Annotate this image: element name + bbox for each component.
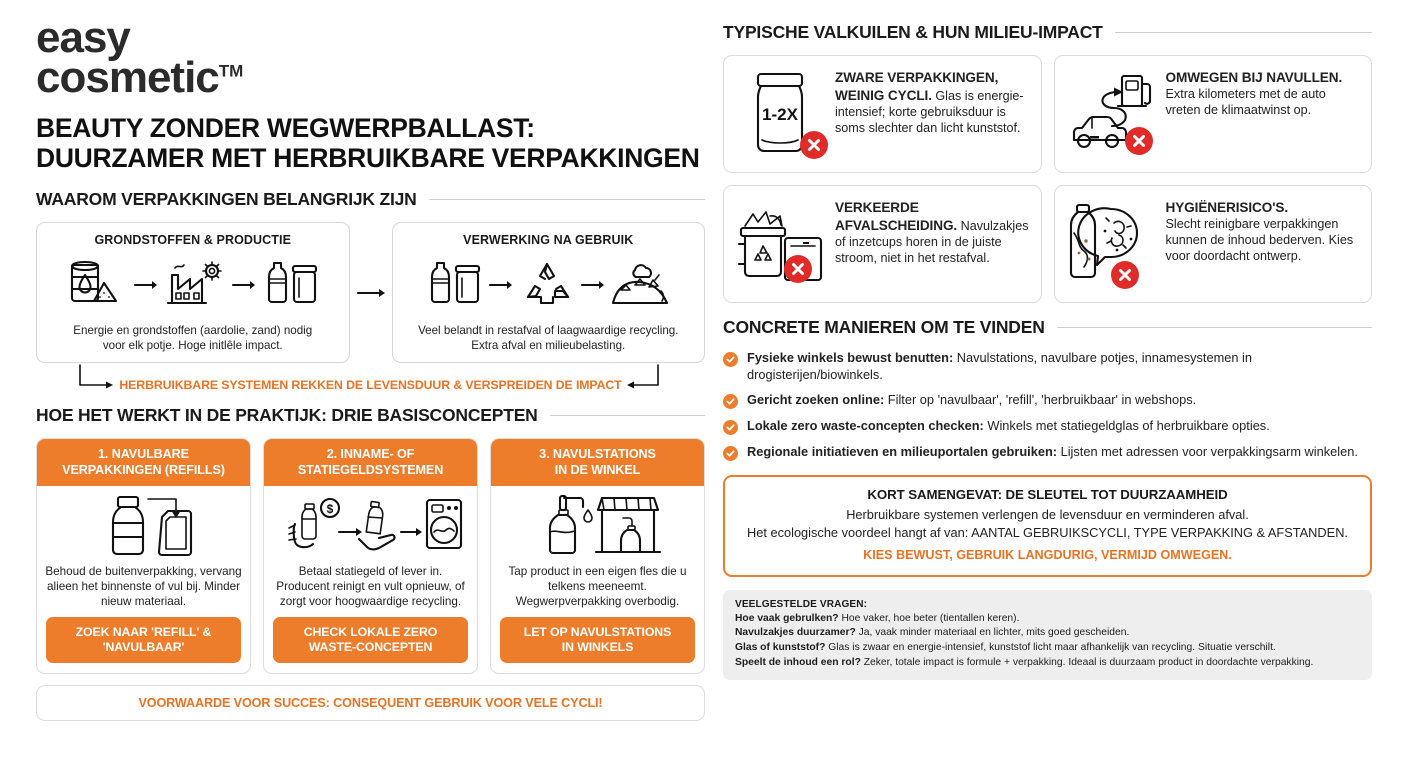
brand-logo xyxy=(36,13,705,103)
page-title-line1: BEAUTY ZONDER WEGWERPBALLAST: xyxy=(36,112,535,143)
lifecycle-bracket-note: HERBRUIKBARE SYSTEMEN REKKEN DE LEVENSDUUR & VERSPREIDEN DE IMPACT xyxy=(119,378,622,393)
list-item-text: Fysieke winkels bewust benutten: Navulstations, navulbare potjes, innamesystemen in drogisterijen/biowinkels. xyxy=(747,350,1252,382)
summary-title: KORT SAMENGEVAT: DE SLEUTEL TOT DUURZAAMHEID xyxy=(867,487,1228,503)
glass-jar-icon xyxy=(734,67,826,161)
concept-card-body: Betaal statiegeld of lever in. Producent reinigt en vult opnieuw, of zorgt voor hoogwaardige recycling. xyxy=(276,564,465,609)
summary-accent: KIES BEWUST, GEBRUIK LANGDURIG, VERMIJD OMWEGEN. xyxy=(863,547,1232,562)
section-heading-find-label: CONCRETE MANIEREN OM TE VINDEN xyxy=(723,317,1045,337)
pitfall-card-hygiene xyxy=(1054,185,1373,303)
faq-item: Speelt de inhoud een rol? Zeker, totale impact is formule + verpakking. Ideaal is duurzaam product in doordachte verpakking. xyxy=(735,656,1314,668)
concept-card-cta[interactable]: ZOEK NAAR 'REFILL' & 'NAVULBAAR' xyxy=(46,617,241,663)
divider-rule xyxy=(1057,327,1372,328)
lifecycle-box-disposal xyxy=(392,222,706,363)
concept-card-cta[interactable]: LET OP NAVULSTATIONS IN WINKELS xyxy=(500,617,695,663)
page-title-line2: DUURZAMER MET HERBRUIKBARE VERPAKKINGEN xyxy=(36,143,700,174)
section-heading-find xyxy=(723,317,1372,338)
arrow-right-icon xyxy=(356,286,386,300)
pitfall-body: Navulzakjes of inzetcups horen in de juiste stroom, niet in het restafval. xyxy=(835,218,1029,265)
pitfall-text xyxy=(1166,197,1360,291)
pitfall-card-heavy-packaging xyxy=(723,55,1042,173)
brand-logo-line1: easy xyxy=(36,13,130,62)
arrow-right-icon xyxy=(489,278,513,292)
concept-card-deposit[interactable] xyxy=(263,438,478,674)
pitfall-title: OMWEGEN BIJ NAVULLEN. xyxy=(1165,70,1343,85)
list-item-text: Gericht zoeken online: Filter op 'navulbaar', 'refill', 'herbruikbaar' in webshops. xyxy=(747,392,1197,408)
faq-item: Navulzakjes duurzamer? Ja, vaak minder materiaal en lichter, mits goed gescheiden. xyxy=(735,627,1130,639)
divider-rule xyxy=(550,415,705,416)
concept-card-body: Tap product in een eigen fles die u telkens meeneemt. Wegwerpverpakking overbodig. xyxy=(508,564,687,609)
arrow-right-icon xyxy=(232,278,256,292)
brand-logo-line2: cosmetic™ xyxy=(36,53,244,103)
section-heading-pitfalls xyxy=(723,22,1372,43)
section-heading-why xyxy=(36,189,705,210)
lifecycle-production-title: GRONDSTOFFEN & PRODUCTIE xyxy=(94,233,292,248)
condition-banner: VOORWAARDE VOOR SUCCES: CONSEQUENT GEBRUIK VOOR VELE CYCLI! xyxy=(36,685,705,721)
list-item-text: Regionale initiatieven en milieuportalen gebruiken: Lijsten met adressen voor verpakkingsarm winkelen. xyxy=(747,444,1358,460)
pitfall-card-waste-sorting xyxy=(723,185,1042,303)
x-error-icon xyxy=(784,255,812,283)
section-heading-why-label: WAAROM VERPAKKINGEN BELANGRIJK ZIJN xyxy=(36,189,417,210)
check-circle-icon xyxy=(723,446,738,461)
faq-heading: VEELGESTELDE VRAGEN: xyxy=(735,598,868,610)
concept-card-refills[interactable] xyxy=(36,438,251,674)
list-item xyxy=(723,392,1372,409)
list-item-text: Lokale zero waste-concepten checken: Winkels met statiegeldglas of herbruikbare opties. xyxy=(747,418,1270,434)
right-column xyxy=(705,0,1408,768)
x-error-icon xyxy=(800,131,828,159)
lifecycle-disposal-caption: Veel belandt in restafval of laagwaardige recycling. Extra afval en milieubelasting. xyxy=(418,324,679,353)
concept-card-refill-station[interactable] xyxy=(490,438,705,674)
section-heading-how-label: HOE HET WERKT IN DE PRAKTIJK: DRIE BASISCONCEPTEN xyxy=(36,405,538,426)
faq-item: Glas of kunststof? Glas is zwaar en energie-intensief, kunststof licht maar afhankelijk van recycling. Situatie verschilt. xyxy=(735,642,1276,653)
car-fuelpump-detour-icon xyxy=(1065,67,1157,161)
summary-line2: Het ecologische voordeel hangt af van: AANTAL GEBRUIKSCYCLI, TYPE VERPAKKING & AFSTANDEN. xyxy=(747,524,1348,540)
arrow-right-icon xyxy=(581,278,605,292)
bottle-jar-icon xyxy=(262,257,320,313)
pitfall-body: Extra kilometers met de auto vreten de klimaatwinst op. xyxy=(1165,86,1326,117)
list-item xyxy=(723,444,1372,461)
check-circle-icon xyxy=(723,394,738,409)
lifecycle-diagram xyxy=(36,222,705,399)
pitfall-text xyxy=(1166,67,1360,161)
list-item xyxy=(723,350,1372,383)
trademark-symbol: TM xyxy=(218,61,244,81)
divider-rule xyxy=(429,199,705,200)
dirty-bottle-germs-icon xyxy=(1065,197,1157,291)
pitfall-text xyxy=(835,67,1029,161)
lifecycle-production-caption: Energie en grondstoffen (aardolie, zand) nodig voor elk potje. Hoge initlêle impact. xyxy=(73,324,313,353)
recycle-icon xyxy=(519,259,575,311)
concept-card-cta[interactable]: CHECK LOKALE ZERO WASTE-CONCEPTEN xyxy=(273,617,468,663)
pitfall-card-detours xyxy=(1054,55,1373,173)
lifecycle-box-production xyxy=(36,222,350,363)
concept-card-header: 3. NAVULSTATIONS IN DE WINKEL xyxy=(491,439,704,485)
concept-card-header: 2. INNAME- OF STATIEGELDSYSTEMEN xyxy=(264,439,477,485)
check-circle-icon xyxy=(723,352,738,367)
lifecycle-mid-arrow xyxy=(350,222,392,363)
lifecycle-bracket xyxy=(36,365,705,399)
faq-item: Hoe vaak gebrulken? Hoe vaker, hoe beter (tientallen keren). xyxy=(735,612,1020,624)
concept-card-header: 1. NAVULBARE VERPAKKINGEN (REFILLS) xyxy=(37,439,250,485)
lifecycle-production-icons xyxy=(45,254,341,316)
find-list xyxy=(723,350,1372,461)
oil-barrel-sand-icon xyxy=(66,257,128,313)
x-error-icon xyxy=(1125,127,1153,155)
factory-gear-icon xyxy=(164,257,226,313)
check-circle-icon xyxy=(723,420,738,435)
x-error-icon xyxy=(1111,261,1139,289)
pitfall-title: HYGIËNERISICO'S. xyxy=(1165,200,1288,215)
refill-bottle-pouch-icon xyxy=(37,486,250,558)
waste-bin-pouch-icon xyxy=(734,197,826,291)
svg-text:$: $ xyxy=(326,501,333,516)
summary-line1: Herbruikbare systemen verlengen de levensduur en verminderen afval. xyxy=(846,507,1249,523)
arrow-right-icon xyxy=(134,278,158,292)
faq-box xyxy=(723,590,1372,680)
pitfall-title: ZWARE VERPAKKINGEN, WEINIG CYCLI. xyxy=(835,70,999,103)
bottle-jar-icon xyxy=(425,257,483,313)
deposit-return-hand-icon xyxy=(264,486,477,558)
page-title xyxy=(36,113,705,173)
pitfall-title: VERKEERDE AFVALSCHEIDING. xyxy=(835,200,958,233)
landfill-waste-icon xyxy=(611,257,671,313)
pitfall-text xyxy=(835,197,1029,291)
concept-card-body: Behoud de buitenverpakking, vervang alieen het binnenste of vul bij. Minder nieuw materiaal. xyxy=(45,564,242,609)
section-heading-pitfalls-label: TYPISCHE VALKUILEN & HUN MILIEU-IMPACT xyxy=(723,22,1103,42)
pitfall-body: Glas is energie-intensief; korte gebruiksduur is soms slechter dan licht kunststof. xyxy=(835,88,1024,135)
lifecycle-disposal-icons xyxy=(401,254,697,316)
refill-station-shop-icon xyxy=(491,486,704,558)
summary-box xyxy=(723,475,1372,577)
pitfall-body: Slecht reinigbare verpakkingen kunnen de inhoud bederven. Kies voor doordacht ontwerp. xyxy=(1165,216,1354,263)
list-item xyxy=(723,418,1372,435)
pitfall-cards xyxy=(723,55,1372,303)
concept-cards xyxy=(36,438,705,674)
jar-cycles-badge: 1-2X xyxy=(762,105,798,124)
divider-rule xyxy=(1115,32,1372,33)
section-heading-how xyxy=(36,405,705,426)
lifecycle-disposal-title: VERWERKING NA GEBRUIK xyxy=(463,233,634,248)
